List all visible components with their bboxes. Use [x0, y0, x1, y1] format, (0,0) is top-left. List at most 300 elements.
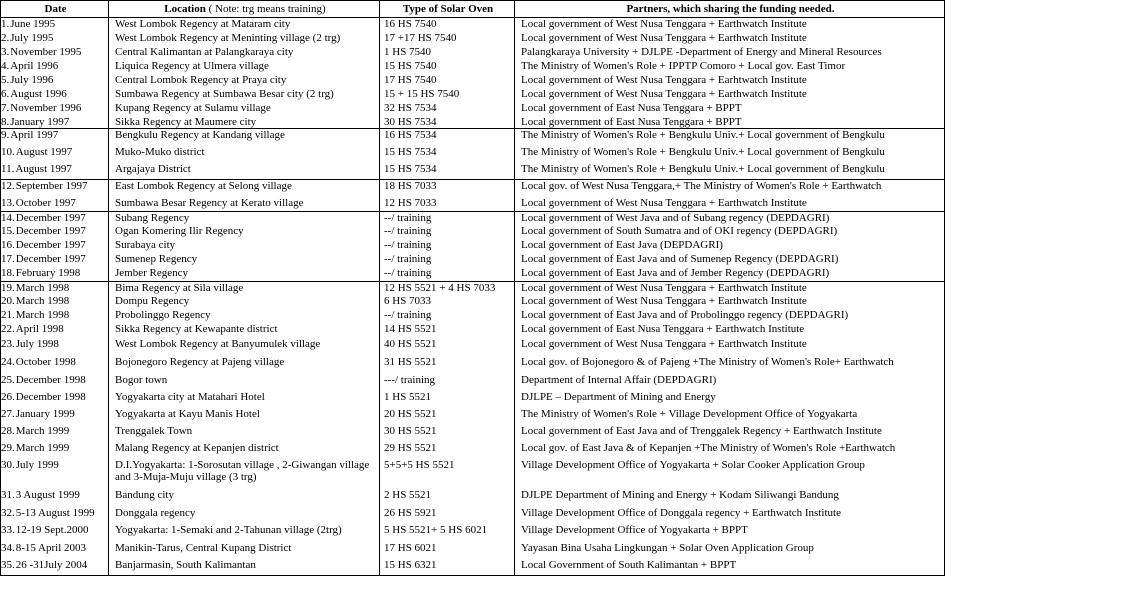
- partners-cell: [515, 18, 945, 32]
- partners-cell: [515, 32, 945, 46]
- row-number: 26.: [1, 391, 15, 403]
- date-cell: [1, 391, 109, 408]
- location-cell: [109, 146, 380, 163]
- partners-cell: [515, 239, 945, 253]
- partners-cell: [515, 211, 945, 225]
- location-cell: [109, 524, 380, 542]
- table-row: [1, 281, 945, 295]
- row-date: August 1996: [10, 87, 67, 100]
- row-number: 14.: [1, 211, 15, 224]
- row-partners: Local government of South Sumatra and of OKI regency (DEPDAGRI): [521, 225, 838, 237]
- table-row: [1, 116, 945, 129]
- location-cell: [109, 128, 380, 146]
- row-date: August 1997: [15, 146, 73, 158]
- partners-cell: [515, 338, 945, 356]
- row-location: Muko-Muko district: [115, 146, 205, 158]
- location-cell: [109, 442, 380, 459]
- type-cell: [380, 542, 515, 559]
- row-number: 27.: [1, 408, 15, 420]
- row-location: Yogyakarta city at Matahari Hotel: [115, 391, 265, 403]
- table-row: [1, 197, 945, 211]
- row-location: Bengkulu Regency at Kandang village: [115, 128, 285, 141]
- date-cell: [1, 179, 109, 197]
- table-row: [1, 32, 945, 46]
- type-cell: [380, 197, 515, 211]
- row-date: 12-19 Sept.2000: [15, 524, 89, 536]
- row-number: 28.: [1, 425, 15, 437]
- row-type: 1 HS 5521: [384, 391, 432, 403]
- row-type: 2 HS 5521: [384, 489, 432, 501]
- type-cell: [380, 74, 515, 88]
- date-cell: [1, 60, 109, 74]
- row-type: ---/ training: [384, 374, 436, 386]
- location-cell: [109, 197, 380, 211]
- location-cell: [109, 46, 380, 60]
- partners-cell: [515, 225, 945, 239]
- row-location: Central Kalimantan at Palangkaraya city: [115, 45, 294, 58]
- location-cell: [109, 408, 380, 425]
- row-number: 19.: [1, 281, 15, 294]
- table-row: [1, 46, 945, 60]
- row-partners: The Ministry of Women's Role + Bengkulu Univ.+ Local government of Bengkulu: [521, 163, 885, 175]
- table-row: [1, 74, 945, 88]
- row-date: March 1998: [15, 295, 70, 307]
- row-number: 12.: [1, 179, 15, 192]
- table-row: [1, 102, 945, 116]
- row-date: November 1995: [10, 45, 82, 58]
- row-location: Dompu Regency: [115, 295, 190, 307]
- type-cell: [380, 88, 515, 102]
- row-number: 23.: [1, 338, 15, 350]
- partners-cell: [515, 309, 945, 323]
- table-row: [1, 323, 945, 338]
- row-type: --/ training: [384, 211, 432, 224]
- date-cell: [1, 507, 109, 524]
- location-cell: [109, 425, 380, 442]
- location-cell: [109, 60, 380, 74]
- row-date: July 1996: [10, 73, 54, 86]
- row-partners: Local government of West Java and of Subang regency (DEPDAGRI): [521, 211, 830, 224]
- row-number: 15.: [1, 225, 15, 237]
- row-partners: Local gov. of East Java & of Kepanjen +The Ministry of Women's Role +Earthwatch: [521, 442, 896, 454]
- date-cell: [1, 116, 109, 129]
- row-date: January 1997: [10, 115, 70, 128]
- table-row: [1, 295, 945, 309]
- row-date: July 1999: [15, 459, 59, 471]
- date-cell: [1, 489, 109, 507]
- date-cell: [1, 442, 109, 459]
- row-type: 30 HS 5521: [384, 425, 437, 437]
- row-date: October 1998: [15, 356, 76, 368]
- date-cell: [1, 408, 109, 425]
- partners-cell: [515, 128, 945, 146]
- location-cell: [109, 356, 380, 374]
- location-cell: [109, 32, 380, 46]
- partners-cell: [515, 74, 945, 88]
- row-type: --/ training: [384, 309, 432, 321]
- row-date: 26 -31July 2004: [15, 559, 88, 571]
- row-type: 15 HS 7534: [384, 146, 437, 158]
- partners-cell: [515, 60, 945, 74]
- type-cell: [380, 309, 515, 323]
- table-row: [1, 128, 945, 146]
- date-cell: [1, 225, 109, 239]
- row-location: Probolinggo Regency: [115, 309, 211, 321]
- row-date: July 1995: [10, 31, 54, 44]
- type-cell: [380, 253, 515, 267]
- table-row: [1, 425, 945, 442]
- location-cell: [109, 391, 380, 408]
- row-date: March 1998: [15, 281, 70, 294]
- row-date: March 1999: [15, 442, 70, 454]
- row-date: February 1998: [15, 267, 81, 279]
- row-date: 5-13 August 1999: [15, 507, 95, 519]
- row-partners: Local government of West Nusa Tenggara + Earthwatch Institute: [521, 295, 807, 307]
- partners-cell: [515, 116, 945, 129]
- row-location: Central Lombok Regency at Praya city: [115, 73, 287, 86]
- date-cell: [1, 102, 109, 116]
- row-number: 32.: [1, 507, 15, 519]
- location-cell: [109, 295, 380, 309]
- partners-cell: [515, 391, 945, 408]
- partners-cell: [515, 425, 945, 442]
- table-row: [1, 225, 945, 239]
- date-cell: [1, 197, 109, 211]
- row-location: Bogor town: [115, 374, 168, 386]
- partners-cell: [515, 197, 945, 211]
- location-cell: [109, 323, 380, 338]
- row-date: November 1996: [10, 101, 82, 114]
- row-number: 8.: [1, 115, 10, 128]
- location-cell: [109, 459, 380, 489]
- location-cell: [109, 374, 380, 391]
- row-location: Yogyakarta at Kayu Manis Hotel: [115, 408, 260, 420]
- row-partners: Local government of West Nusa Tenggara + Earthwatch Institute: [521, 18, 807, 30]
- row-type: 12 HS 5521 + 4 HS 7033: [384, 281, 496, 294]
- type-cell: [380, 459, 515, 489]
- row-location: Ogan Komering Ilir Regency: [115, 225, 244, 237]
- location-cell: [109, 18, 380, 32]
- table-row: [1, 489, 945, 507]
- date-cell: [1, 281, 109, 295]
- date-cell: [1, 338, 109, 356]
- row-number: 29.: [1, 442, 15, 454]
- row-partners: The Ministry of Women's Role + IPPTP Comoro + Local gov. East Timor: [521, 59, 846, 72]
- row-type: 14 HS 5521: [384, 323, 437, 335]
- table-row: [1, 163, 945, 179]
- row-partners: Local gov. of Bojonegoro & of Pajeng +The Ministry of Women's Role+ Earthwatch: [521, 356, 894, 368]
- row-type: 5+5+5 HS 5521: [384, 459, 455, 471]
- row-location: West Lombok Regency at Mataram city: [115, 18, 291, 30]
- date-cell: [1, 295, 109, 309]
- location-cell: [109, 338, 380, 356]
- row-partners: Local Government of South Kalimantan + BPPT: [521, 559, 737, 571]
- location-cell: [109, 253, 380, 267]
- partners-cell: [515, 146, 945, 163]
- row-partners: Local government of East Java and of Probolinggo regency (DEPDAGRI): [521, 309, 849, 321]
- type-cell: [380, 356, 515, 374]
- row-partners: Local government of East Java (DEPDAGRI): [521, 239, 723, 251]
- row-number: 1.: [1, 18, 10, 30]
- row-partners: Local government of East Nusa Tenggara + BPPT: [521, 101, 742, 114]
- row-location: Jember Regency: [115, 267, 188, 279]
- header-location-note: ( Note: trg means training): [205, 3, 326, 15]
- table-row: [1, 374, 945, 391]
- location-cell: [109, 163, 380, 179]
- row-location: Argajaya District: [115, 163, 191, 175]
- type-cell: [380, 391, 515, 408]
- row-number: 3.: [1, 45, 10, 58]
- row-date: December 1997: [15, 253, 86, 265]
- row-partners: Local government of East Nusa Tenggara + Earthwatch Institute: [521, 323, 805, 335]
- location-cell: [109, 507, 380, 524]
- row-partners: Local government of West Nusa Tenggara + Earthwatch Institute: [521, 87, 807, 100]
- row-date: December 1998: [15, 374, 86, 386]
- table-row: [1, 18, 945, 32]
- row-date: August 1997: [15, 163, 72, 175]
- row-partners: Local government of West Nusa Tenggara + Earthwatch Institute: [521, 197, 807, 209]
- table-row: [1, 267, 945, 281]
- date-cell: [1, 542, 109, 559]
- row-number: 9.: [1, 128, 10, 141]
- row-date: 3 August 1999: [15, 489, 80, 501]
- partners-cell: [515, 542, 945, 559]
- date-cell: [1, 356, 109, 374]
- date-cell: [1, 88, 109, 102]
- date-cell: [1, 18, 109, 32]
- partners-cell: [515, 408, 945, 425]
- partners-cell: [515, 267, 945, 281]
- type-cell: [380, 323, 515, 338]
- type-cell: [380, 267, 515, 281]
- row-number: 17.: [1, 253, 15, 265]
- header-location: [109, 1, 380, 18]
- row-number: 24.: [1, 356, 15, 368]
- type-cell: [380, 281, 515, 295]
- type-cell: [380, 408, 515, 425]
- table-row: [1, 507, 945, 524]
- row-partners: Local government of West Nusa Tenggara + Earthwatch Institute: [521, 281, 807, 294]
- type-cell: [380, 425, 515, 442]
- type-cell: [380, 559, 515, 575]
- row-location: Bojonegoro Regency at Pajeng village: [115, 356, 285, 368]
- row-number: 11.: [1, 163, 15, 175]
- partners-cell: [515, 295, 945, 309]
- row-location: Malang Regency at Kepanjen district: [115, 442, 279, 454]
- table-row: [1, 442, 945, 459]
- table-header-row: [1, 1, 945, 18]
- date-cell: [1, 374, 109, 391]
- type-cell: [380, 524, 515, 542]
- row-date: April 1998: [15, 323, 64, 335]
- row-partners: Local government of West Nusa Tenggara + Earthwatch Institute: [521, 338, 807, 350]
- row-type: --/ training: [384, 239, 432, 251]
- partners-cell: [515, 102, 945, 116]
- row-date: July 1998: [15, 338, 59, 350]
- type-cell: [380, 442, 515, 459]
- table-row: [1, 559, 945, 575]
- row-number: 31.: [1, 489, 15, 501]
- row-date: January 1999: [15, 408, 75, 420]
- row-partners: Local government of West Nusa Tenggara + Earhtwatch Institute: [521, 73, 807, 86]
- row-location: Banjarmasin, South Kalimantan: [115, 559, 256, 571]
- row-location: Yogyakarta: 1-Semaki and 2-Tahunan village (2trg): [115, 524, 342, 536]
- date-cell: [1, 32, 109, 46]
- date-cell: [1, 253, 109, 267]
- date-cell: [1, 425, 109, 442]
- table-row: [1, 356, 945, 374]
- row-number: 13.: [1, 197, 15, 209]
- row-location: Subang Regency: [115, 211, 190, 224]
- row-type: 31 HS 5521: [384, 356, 437, 368]
- type-cell: [380, 46, 515, 60]
- row-type: 20 HS 5521: [384, 408, 437, 420]
- row-location: Sumbawa Besar Regency at Kerato village: [115, 197, 304, 209]
- row-type: 15 HS 7534: [384, 163, 437, 175]
- table-body: [1, 18, 945, 576]
- row-date: December 1998: [15, 391, 86, 403]
- row-location: Sikka Regency at Kewapante district: [115, 323, 278, 335]
- row-type: 40 HS 5521: [384, 338, 437, 350]
- row-type: --/ training: [384, 267, 432, 279]
- type-cell: [380, 146, 515, 163]
- row-location: Sumbawa Regency at Sumbawa Besar city (2 trg): [115, 87, 334, 100]
- type-cell: [380, 116, 515, 129]
- row-number: 5.: [1, 73, 10, 86]
- location-cell: [109, 489, 380, 507]
- row-number: 18.: [1, 267, 15, 279]
- row-date: April 1997: [10, 128, 59, 141]
- table-row: [1, 88, 945, 102]
- row-partners: DJLPE Department of Mining and Energy + Kodam Siliwangi Bandung: [521, 489, 839, 501]
- row-type: 15 HS 6321: [384, 559, 437, 571]
- location-cell: [109, 74, 380, 88]
- row-number: 21.: [1, 309, 15, 321]
- row-partners: DJLPE – Department of Mining and Energy: [521, 391, 716, 403]
- row-type: 16 HS 7534: [384, 128, 437, 141]
- row-location: East Lombok Regency at Selong village: [115, 179, 292, 192]
- row-type: 15 HS 7540: [384, 59, 437, 72]
- partners-cell: [515, 524, 945, 542]
- row-type: 17 +17 HS 7540: [384, 31, 457, 44]
- location-cell: [109, 211, 380, 225]
- location-cell: [109, 542, 380, 559]
- type-cell: [380, 507, 515, 524]
- partners-cell: [515, 323, 945, 338]
- row-type: 16 HS 7540: [384, 18, 437, 30]
- location-cell: [109, 281, 380, 295]
- location-cell: [109, 239, 380, 253]
- table-row: [1, 338, 945, 356]
- date-cell: [1, 524, 109, 542]
- row-date: October 1997: [15, 197, 76, 209]
- type-cell: [380, 338, 515, 356]
- row-partners: Local gov. of West Nusa Tenggara,+ The Ministry of Women's Role + Earthwatch: [521, 179, 882, 192]
- row-date: March 1999: [15, 425, 70, 437]
- type-cell: [380, 32, 515, 46]
- row-type: 26 HS 5921: [384, 507, 437, 519]
- row-type: 12 HS 7033: [384, 197, 437, 209]
- type-cell: [380, 179, 515, 197]
- type-cell: [380, 374, 515, 391]
- header-partners: Partners, which sharing the funding needed.: [515, 1, 945, 18]
- row-partners: Local government of East Java and of Jember Regency (DEPDAGRI): [521, 267, 830, 279]
- row-date: December 1997: [15, 225, 86, 237]
- row-type: 17 HS 6021: [384, 542, 437, 554]
- date-cell: [1, 239, 109, 253]
- partners-cell: [515, 489, 945, 507]
- row-location: Bandung city: [115, 489, 174, 501]
- row-location: Sumenep Regency: [115, 253, 198, 265]
- row-date: December 1997: [15, 239, 86, 251]
- table-row: [1, 253, 945, 267]
- row-type: 30 HS 7534: [384, 115, 437, 128]
- partners-cell: [515, 88, 945, 102]
- row-location: Trenggalek Town: [115, 425, 193, 437]
- row-number: 6.: [1, 87, 10, 100]
- date-cell: [1, 46, 109, 60]
- row-partners: Village Development Office of Yogyakarta + BPPT: [521, 524, 748, 536]
- row-type: 6 HS 7033: [384, 295, 432, 307]
- date-cell: [1, 163, 109, 179]
- table-row: [1, 239, 945, 253]
- partners-cell: [515, 459, 945, 489]
- row-location: D.I.Yogyakarta: 1-Sorosutan village , 2-Giwangan village and 3-Muja-Muju village (3 trg): [115, 459, 370, 483]
- row-number: 16.: [1, 239, 15, 251]
- date-cell: [1, 267, 109, 281]
- table-row: [1, 524, 945, 542]
- row-type: --/ training: [384, 253, 432, 265]
- table-row: [1, 391, 945, 408]
- table-row: [1, 459, 945, 489]
- row-type: 15 + 15 HS 7540: [384, 87, 460, 100]
- row-partners: Yayasan Bina Usaha Lingkungan + Solar Oven Application Group: [521, 542, 814, 554]
- row-partners: Local government of East Nusa Tenggara + BPPT: [521, 115, 742, 128]
- row-number: 33.: [1, 524, 15, 536]
- row-date: December 1997: [15, 211, 86, 224]
- date-cell: [1, 128, 109, 146]
- row-date: April 1996: [10, 59, 59, 72]
- table-row: [1, 146, 945, 163]
- type-cell: [380, 128, 515, 146]
- location-cell: [109, 179, 380, 197]
- row-type: 32 HS 7534: [384, 101, 437, 114]
- type-cell: [380, 18, 515, 32]
- row-type: 29 HS 5521: [384, 442, 437, 454]
- row-number: 35.: [1, 559, 15, 571]
- row-date: September 1997: [15, 179, 88, 192]
- type-cell: [380, 225, 515, 239]
- type-cell: [380, 239, 515, 253]
- row-number: 34.: [1, 542, 15, 554]
- partners-cell: [515, 179, 945, 197]
- row-type: 1 HS 7540: [384, 45, 432, 58]
- row-partners: The Ministry of Women's Role + Village Development Office of Yogyakarta: [521, 408, 858, 420]
- partners-cell: [515, 356, 945, 374]
- type-cell: [380, 211, 515, 225]
- header-location-label: Location: [164, 3, 206, 15]
- row-location: Liquica Regency at Ulmera village: [115, 59, 269, 72]
- table-row: [1, 542, 945, 559]
- type-cell: [380, 163, 515, 179]
- partners-cell: [515, 374, 945, 391]
- date-cell: [1, 74, 109, 88]
- row-number: 22.: [1, 323, 15, 335]
- date-cell: [1, 146, 109, 163]
- row-partners: Palangkaraya University + DJLPE -Department of Energy and Mineral Resources: [521, 45, 882, 58]
- row-number: 20.: [1, 295, 15, 307]
- partners-cell: [515, 507, 945, 524]
